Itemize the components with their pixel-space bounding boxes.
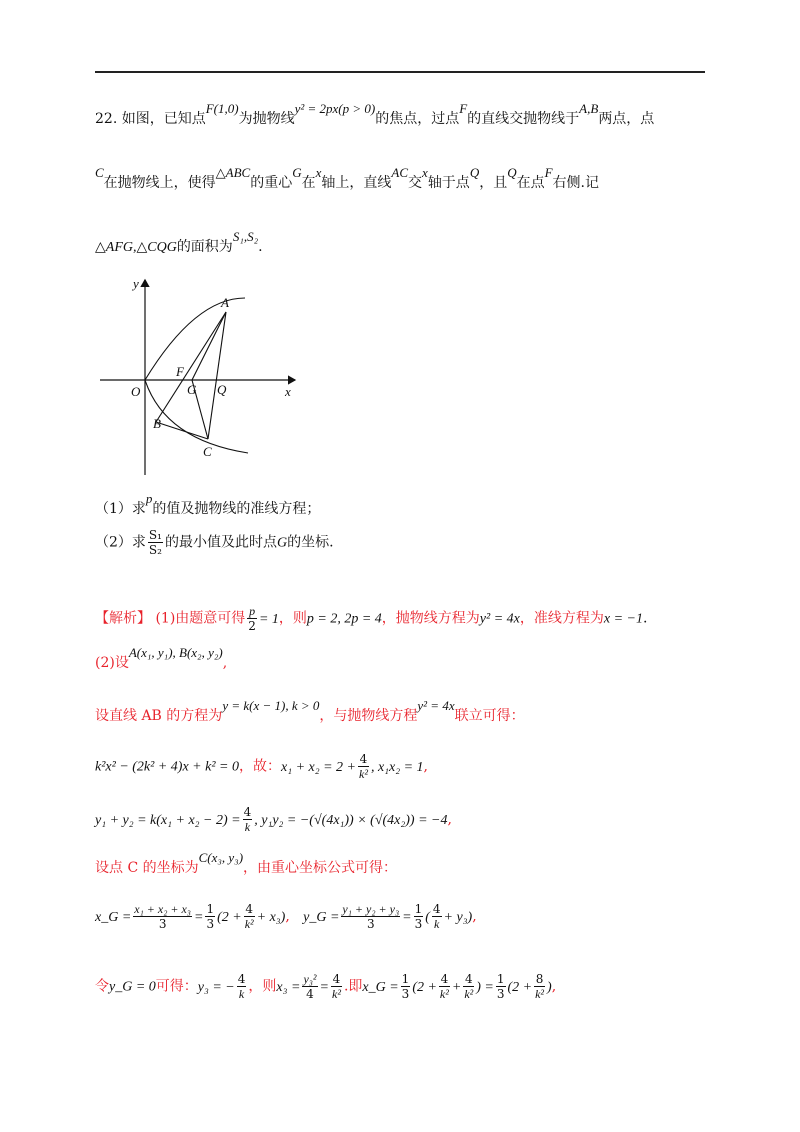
fraction: $\frac{8}{\text{k²}}$ [535, 972, 545, 1001]
label-q: Q [217, 382, 227, 397]
label-f: F [176, 364, 184, 379]
solution-text: , [423, 758, 428, 775]
solution-text: .即 [343, 978, 363, 995]
solution-text: (1)由题意可得 [155, 610, 246, 627]
fraction: $\frac{\text{x₁ + x₂ + x₃}}{3}$ [134, 902, 191, 931]
math-point-f: F [544, 165, 553, 180]
solution-text: 可得： [155, 978, 198, 995]
solution-text: ，与抛物线方程 [319, 708, 418, 724]
math-eq: A(x₁, y₁), B(x₂, y₂) [128, 645, 223, 660]
question-text: 的值及抛物线的准线方程； [152, 501, 321, 517]
math-eq: x_G = [95, 909, 132, 925]
solution-text: ，准线方程为 [519, 610, 604, 627]
solution-text: . [642, 610, 648, 627]
fraction: $\frac{4}{\text{k²}}$ [332, 972, 341, 1001]
math-eq: , x₁x₂ = 1 [370, 759, 424, 775]
solution-text: ，则 [248, 978, 277, 995]
fraction: $\frac{\text{y₃²}}{4}$ [303, 972, 317, 1001]
problem-text: 轴上，直线 [321, 175, 392, 191]
line-ab [156, 312, 226, 422]
fraction: $\frac{1}{3}$ [401, 972, 410, 1001]
problem-text: 在点 [516, 175, 545, 191]
solution-text: 联立可得： [454, 708, 525, 724]
solution-line-5 [95, 805, 452, 834]
math-p: p [145, 491, 153, 506]
problem-text: ，且 [479, 175, 508, 191]
label-a: A [221, 295, 229, 310]
math-triangle-abc: △ABC [215, 165, 251, 180]
fraction-p-over-2: $\frac{p}{2}$ [248, 604, 256, 633]
math-eq: x = −1 [603, 611, 643, 627]
problem-text: 在 [301, 175, 316, 191]
problem-line-1 [95, 101, 655, 128]
math-eq: = 1 [258, 611, 279, 627]
fraction: $\frac{4}{k}$ [432, 902, 441, 931]
solution-line-7: x_G = $\frac{\text{x₁ + x₂ + x₃}}{3}$ = $\frac{1}{3}$ (2 + $\frac{4}{\text{k²}}$ + x₃), y_G = $\frac{\text{y₁ + y₂ + y₃}}{3}$ = $\frac{1}{3}$ ( $\frac{4}{k}$ + y₃), [95, 902, 477, 931]
math-areas: S₁,S₂ [232, 229, 259, 244]
problem-text: 如图，已知点 [121, 111, 206, 127]
solution-text: ，则 [278, 610, 307, 627]
math-axis-x: x [315, 165, 322, 180]
fraction: $\frac{4}{k}$ [243, 805, 252, 834]
math-eq: p = 2, 2p = 4 [306, 611, 382, 627]
question-text: 的坐标. [287, 534, 334, 551]
question-text: （1）求 [95, 501, 146, 517]
problem-text: 为抛物线 [238, 111, 295, 127]
fraction: $\frac{4}{k}$ [237, 972, 246, 1001]
solution-text: 设点 C 的坐标为 [95, 860, 199, 876]
problem-text: 的重心 [250, 175, 293, 191]
math-line-ac: AC [391, 165, 409, 180]
problem-text: 交 [408, 175, 423, 191]
solution-text: 令 [95, 978, 109, 995]
problem-text: 的焦点，过点 [375, 111, 460, 127]
fraction: $\frac{4}{\text{k²}}$ [464, 972, 474, 1001]
fraction: $\frac{1}{3}$ [206, 902, 215, 931]
problem-line-2 [95, 165, 599, 192]
header-rule [95, 71, 705, 73]
solution-line-4 [95, 752, 428, 781]
math-point-q: Q [469, 165, 480, 180]
fraction: $\frac{1}{3}$ [496, 972, 505, 1001]
problem-text: 的面积为 [176, 239, 233, 255]
solution-line-2 [95, 645, 228, 672]
math-parabola-equation: y² = 2px(p > 0) [294, 101, 376, 116]
solution-line-8: 令y_G = 0可得：y₃ = − $\frac{4}{k}$ ，则x₃ = $\frac{\text{y₃²}}{4}$ = $\frac{4}{\text{k²}}$ .即x_G = $\frac{1}{3}$ (2 + $\frac{4}{\text{k²}}$ + $\frac{4}{\text{k²}}$ ) = $\frac{1}{3}$ (2 + $\frac{8}{\text{k²}}$ ), [95, 972, 557, 1001]
math-eq: , y₁y₂ = −(√(4x₁)) × (√(4x₂)) = −4 [254, 812, 448, 828]
math-point-g: G [292, 165, 302, 180]
solution-text: (2)设 [95, 655, 129, 671]
solution-text: , [222, 655, 228, 671]
question-2 [95, 528, 334, 557]
math-eq: y² = 4x [417, 698, 455, 713]
math-eq: k²x² − (2k² + 4)x + k² = 0 [95, 759, 239, 775]
fraction-s1-s2: $\frac{\text{S₁}}{\text{S₂}}$ [148, 528, 162, 557]
math-point-q: Q [507, 165, 517, 180]
solution-tag: 【解析】 [95, 610, 151, 627]
question-1 [95, 491, 321, 518]
problem-text: 两点，点 [598, 111, 655, 127]
label-o: O [131, 384, 141, 399]
math-triangles: △AFG,△CQG [95, 240, 177, 255]
math-point-f: F [459, 101, 468, 116]
label-x: x [285, 384, 291, 399]
fraction: $\frac{4}{\text{k²}}$ [244, 902, 254, 931]
fraction: $\frac{1}{3}$ [414, 902, 423, 931]
solution-line-1 [95, 604, 647, 633]
math-g: G [276, 535, 288, 551]
math-axis-x: x [422, 165, 428, 180]
question-text: 的最小值及此时点 [164, 534, 277, 551]
fraction: $\frac{\text{y₁ + y₂ + y₃}}{3}$ [342, 902, 400, 931]
parabola-figure [95, 272, 305, 482]
math-eq: y₁ + y₂ = k(x₁ + x₂ − 2) = [95, 812, 241, 828]
fraction: $\frac{4}{\text{k²}}$ [359, 752, 368, 781]
problem-text: 轴于点 [427, 175, 470, 191]
math-eq: y_G = [303, 909, 340, 925]
solution-text: ，抛物线方程为 [381, 610, 480, 627]
label-y: y [133, 276, 139, 291]
math-eq: x₁ + x₂ = 2 + [280, 759, 356, 775]
line-bc [156, 422, 208, 439]
math-focus-point: F(1,0) [205, 101, 239, 116]
solution-text: ，故： [238, 758, 281, 775]
label-b: B [153, 416, 161, 431]
problem-number: 22. [95, 111, 118, 127]
problem-text: 的直线交抛物线于 [467, 111, 580, 127]
solution-line-3 [95, 698, 525, 725]
label-g: G [187, 382, 197, 397]
math-point-c: C [95, 165, 104, 180]
math-eq: y = k(x − 1), k > 0 [222, 698, 320, 713]
solution-text: , [551, 978, 557, 995]
problem-text: . [258, 239, 263, 255]
math-eq: y_G = 0 [109, 979, 156, 995]
math-points-ab: A,B [579, 101, 599, 116]
solution-line-6 [95, 850, 398, 877]
solution-text: ，由重心坐标公式可得： [243, 860, 398, 876]
fraction: $\frac{4}{\text{k²}}$ [439, 972, 449, 1001]
solution-text: 设直线 AB 的方程为 [95, 708, 223, 724]
math-eq: C(x₃, y₃) [198, 850, 244, 865]
problem-line-3 [95, 229, 263, 256]
problem-text: 在抛物线上，使得 [103, 175, 216, 191]
solution-text: , [447, 811, 452, 828]
question-text: （2）求 [95, 534, 146, 551]
label-c: C [203, 444, 212, 459]
math-eq: y² = 4x [479, 611, 520, 627]
problem-text: 右侧.记 [552, 175, 599, 191]
